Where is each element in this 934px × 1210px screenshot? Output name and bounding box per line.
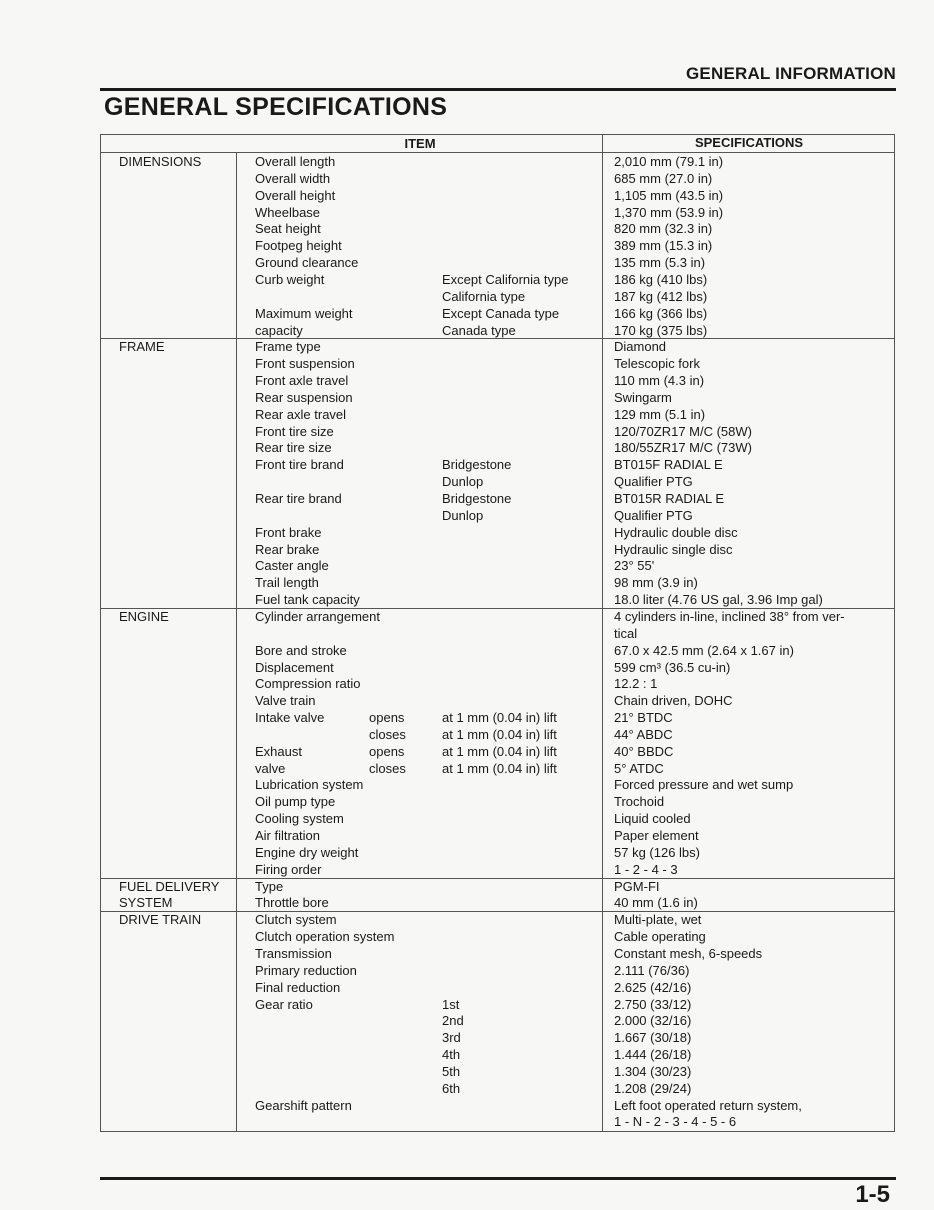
spec-value: 44° ABDC	[614, 726, 673, 742]
spec-value: 1 - N - 2 - 3 - 4 - 5 - 6	[614, 1114, 737, 1130]
spec-value: 129 mm (5.1 in)	[614, 406, 706, 422]
spec-value: 599 cm³ (36.5 cu-in)	[614, 659, 731, 675]
spec-value: BT015R RADIAL E	[614, 491, 725, 506]
item-condition: Except Canada type	[442, 305, 560, 321]
item-name: Air filtration	[255, 828, 321, 843]
item-name: Overall height	[255, 187, 336, 203]
item-condition: 5th	[442, 1063, 461, 1079]
spec-value: Chain driven, DOHC	[614, 693, 733, 709]
item-name: Seat height	[255, 221, 321, 237]
spec-value: 2,010 mm (79.1 in)	[614, 154, 724, 169]
spec-value: PGM-FI	[614, 878, 660, 894]
spec-value: 186 kg (410 lbs)	[614, 271, 708, 287]
spec-value: 2.111 (76/36)	[614, 962, 690, 978]
spec-value: Multi-plate, wet	[614, 912, 702, 928]
item-condition: Except California type	[442, 271, 569, 287]
item-name: Intake valve	[255, 710, 325, 726]
category-label: DIMENSIONS	[119, 154, 202, 169]
header-rule	[100, 88, 896, 91]
item-name: Front tire size	[255, 423, 334, 439]
item-sub: closes	[369, 760, 406, 776]
spec-value: 1,105 mm (43.5 in)	[614, 187, 724, 203]
item-condition: 2nd	[442, 1013, 464, 1029]
item-name: Footpeg height	[255, 238, 342, 254]
item-name: Frame type	[255, 339, 321, 355]
spec-value: Forced pressure and wet sump	[614, 777, 794, 793]
spec-value: 389 mm (15.3 in)	[614, 238, 713, 254]
spec-value: Hydraulic double disc	[614, 524, 738, 540]
spec-value: Hydraulic single disc	[614, 541, 733, 557]
item-name: Cylinder arrangement	[255, 608, 381, 624]
item-condition: 3rd	[442, 1030, 461, 1046]
item-name: Rear axle travel	[255, 406, 347, 422]
spec-value: 120/70ZR17 M/C (58W)	[614, 423, 752, 439]
item-name: Front axle travel	[255, 373, 349, 389]
spec-value: 40 mm (1.6 in)	[614, 895, 698, 911]
spec-value: 2.000 (32/16)	[614, 1013, 692, 1029]
item-condition: 4th	[442, 1047, 461, 1063]
category-label: FUEL DELIVERY	[119, 878, 220, 894]
item-name: Maximum weight	[255, 305, 353, 321]
spec-value: 67.0 x 42.5 mm (2.64 x 1.67 in)	[614, 642, 794, 658]
spec-value: 2.750 (33/12)	[614, 996, 692, 1012]
spec-value: 1.208 (29/24)	[614, 1080, 692, 1096]
spec-value: 18.0 liter (4.76 US gal, 3.96 Imp gal)	[614, 592, 823, 608]
spec-value: 170 kg (375 lbs)	[614, 322, 708, 338]
spec-value: 820 mm (32.3 in)	[614, 221, 713, 237]
spec-value: Telescopic fork	[614, 356, 700, 372]
spec-value: Liquid cooled	[614, 811, 691, 827]
item-name: Rear suspension	[255, 389, 353, 405]
item-condition: at 1 mm (0.04 in) lift	[442, 743, 557, 759]
section-header: GENERAL INFORMATION	[686, 64, 896, 83]
item-name: Fuel tank capacity	[255, 592, 360, 608]
spec-value: 110 mm (4.3 in)	[614, 373, 705, 389]
item-sub: opens	[369, 743, 405, 759]
item-name: capacity	[255, 322, 303, 338]
item-sub: opens	[369, 710, 405, 726]
spec-value: Left foot operated return system,	[614, 1097, 802, 1113]
spec-value: 1.444 (26/18)	[614, 1047, 692, 1063]
spec-value: BT015F RADIAL E	[614, 457, 723, 473]
item-condition: Dunlop	[442, 507, 484, 523]
item-name: Curb weight	[255, 271, 325, 287]
spec-value: 12.2 : 1	[614, 676, 658, 692]
item-sub: closes	[369, 726, 406, 742]
item-name: Front brake	[255, 524, 322, 540]
item-name: Bore and stroke	[255, 642, 347, 658]
column-divider-category	[236, 152, 237, 1132]
item-name: Rear tire size	[255, 440, 332, 456]
spec-value: 1.304 (30/23)	[614, 1063, 692, 1079]
footer-rule	[100, 1177, 896, 1180]
spec-value: 4 cylinders in-line, inclined 38° from ver-	[614, 608, 845, 624]
spec-value: Trochoid	[614, 794, 665, 810]
item-name: Clutch operation system	[255, 929, 395, 945]
item-condition: at 1 mm (0.04 in) lift	[442, 710, 557, 726]
spec-value: Paper element	[614, 828, 699, 843]
item-condition: Bridgestone	[442, 457, 512, 473]
item-name: Front tire brand	[255, 457, 344, 473]
spec-value: 1,370 mm (53.9 in)	[614, 204, 724, 220]
category-label-line2: SYSTEM	[119, 895, 173, 911]
spec-value: 5° ATDC	[614, 760, 664, 776]
item-condition: at 1 mm (0.04 in) lift	[442, 760, 557, 776]
item-name: Valve train	[255, 693, 316, 709]
item-name: valve	[255, 760, 286, 776]
item-name: Exhaust	[255, 743, 302, 759]
category-label: DRIVE TRAIN	[119, 912, 202, 928]
category-label: FRAME	[119, 339, 165, 355]
spec-value: 40° BBDC	[614, 743, 674, 759]
item-name: Transmission	[255, 945, 332, 961]
spec-value: 135 mm (5.3 in)	[614, 255, 706, 271]
item-name: Primary reduction	[255, 962, 357, 978]
category-label: ENGINE	[119, 608, 169, 624]
page-number: 1-5	[855, 1181, 890, 1208]
item-name: Type	[255, 878, 284, 894]
item-condition: California type	[442, 288, 526, 304]
item-name: Caster angle	[255, 558, 329, 574]
page-title: GENERAL SPECIFICATIONS	[104, 93, 448, 121]
item-name: Clutch system	[255, 912, 337, 928]
spec-value: Diamond	[614, 339, 667, 355]
item-name: Engine dry weight	[255, 844, 359, 860]
item-name: Rear brake	[255, 541, 320, 557]
item-name: Wheelbase	[255, 204, 321, 220]
spec-value: 2.625 (42/16)	[614, 979, 692, 995]
spec-value: Swingarm	[614, 389, 672, 405]
column-header-item: ITEM	[404, 136, 436, 151]
spec-value: 1 - 2 - 4 - 3	[614, 861, 678, 877]
item-name: Overall width	[255, 170, 331, 186]
item-name: Front suspension	[255, 356, 355, 372]
item-name: Throttle bore	[255, 895, 329, 911]
item-name: Ground clearance	[255, 255, 359, 271]
item-name: Overall length	[255, 154, 336, 169]
spec-value: Cable operating	[614, 929, 706, 945]
item-name: Oil pump type	[255, 794, 336, 810]
item-condition: 1st	[442, 996, 460, 1012]
item-name: Trail length	[255, 575, 319, 591]
spec-value: 166 kg (366 lbs)	[614, 305, 708, 321]
spec-value: Constant mesh, 6-speeds	[614, 945, 763, 961]
item-name: Gearshift pattern	[255, 1097, 352, 1113]
item-condition: Dunlop	[442, 474, 484, 490]
spec-value: 21° BTDC	[614, 710, 673, 726]
spec-value: tical	[614, 625, 638, 641]
spec-value: Qualifier PTG	[614, 507, 693, 523]
item-name: Compression ratio	[255, 676, 361, 692]
item-name: Lubrication system	[255, 777, 364, 793]
item-name: Firing order	[255, 861, 322, 877]
item-name: Final reduction	[255, 979, 341, 995]
item-name: Gear ratio	[255, 996, 313, 1012]
category-divider	[101, 878, 894, 879]
table-header-row	[101, 135, 894, 153]
category-divider	[101, 911, 894, 912]
spec-value: 98 mm (3.9 in)	[614, 575, 698, 591]
item-condition: 6th	[442, 1080, 461, 1096]
spec-value: 1.667 (30/18)	[614, 1030, 692, 1046]
item-name: Displacement	[255, 659, 334, 675]
spec-value: 57 kg (126 lbs)	[614, 844, 700, 860]
spec-value: 23° 55'	[614, 558, 655, 574]
item-condition: Canada type	[442, 322, 516, 338]
column-header-specifications: SPECIFICATIONS	[694, 135, 804, 150]
spec-value: 187 kg (412 lbs)	[614, 288, 708, 304]
item-condition: Bridgestone	[442, 491, 512, 506]
spec-table	[100, 134, 895, 1132]
column-divider-spec	[602, 135, 603, 1132]
spec-value: 685 mm (27.0 in)	[614, 170, 713, 186]
spec-value: 180/55ZR17 M/C (73W)	[614, 440, 752, 456]
spec-value: Qualifier PTG	[614, 474, 693, 490]
item-name: Rear tire brand	[255, 491, 342, 506]
item-condition: at 1 mm (0.04 in) lift	[442, 726, 557, 742]
item-name: Cooling system	[255, 811, 344, 827]
category-divider	[101, 338, 894, 339]
